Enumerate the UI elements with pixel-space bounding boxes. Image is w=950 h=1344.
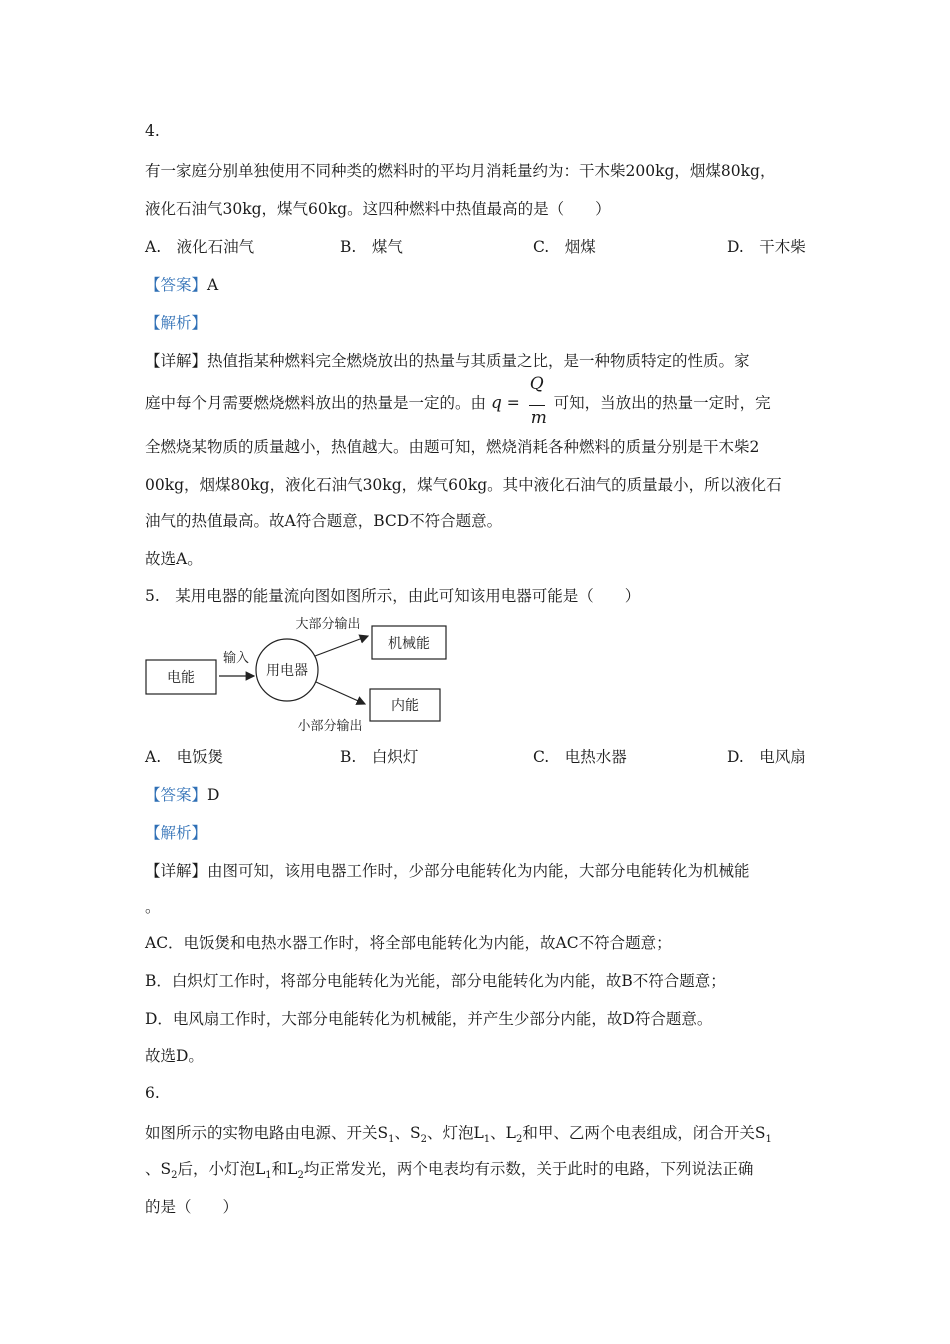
- q5-stem: 5. 某用电器的能量流向图如图所示，由此可知该用电器可能是（ ）: [145, 587, 641, 605]
- q5-detail-line1: 【详解】由图可知，该用电器工作时，少部分电能转化为内能，大部分电能转化为机械能: [145, 862, 750, 880]
- major-arrow: [315, 636, 368, 656]
- q6-stem-line2: 、$S_2$后，小灯泡$L_1$和$L_2$均正常发光，两个电表均有示数，关于此时的电路，下列说法正确: [145, 1160, 754, 1181]
- major-target-label: 机械能: [388, 636, 430, 652]
- formula-denominator: m: [530, 408, 547, 428]
- answer-value: D: [207, 786, 220, 804]
- q4-option-a: A. 液化石油气: [145, 238, 255, 256]
- source-label: 电能: [167, 670, 195, 686]
- q4-option-d: D. 干木柴: [727, 238, 806, 256]
- minor-output-label: 小部分输出: [297, 719, 363, 734]
- q4-detail-line4: 00kg，烟煤80kg，液化石油气30kg，煤气60kg。其中液化石油气的质量最小，所以液化石: [145, 476, 782, 494]
- input-label: 输入: [222, 651, 250, 666]
- q4-analysis-tag: 【解析】: [145, 314, 208, 332]
- q6-stem-line3: 的是（ ）: [145, 1198, 239, 1216]
- detail-tag: 【详解】: [145, 352, 208, 370]
- q5-answer: [145, 784, 219, 806]
- q4-detail-line5: 油气的热值最高。故A符合题意，BCD不符合题意。: [145, 512, 503, 530]
- answer-value: A: [207, 276, 219, 294]
- q6-number: 6.: [145, 1084, 160, 1102]
- formula-numerator: Q: [529, 374, 544, 394]
- major-output-label: 大部分输出: [295, 617, 361, 632]
- q5-analysis-tag: 【解析】: [145, 824, 208, 842]
- q4-detail-line1: 【详解】热值指某种燃料完全燃烧放出的热量与其质量之比，是一种物质特定的性质。家: [145, 352, 750, 370]
- q5-line-ac: AC．电饭煲和电热水器工作时，将全部电能转化为内能，故AC不符合题意；: [145, 934, 672, 952]
- q5-conclusion: 故选D。: [145, 1047, 204, 1065]
- q4-stem-line1: 有一家庭分别单独使用不同种类的燃料时的平均月消耗量约为：干木柴200kg，烟煤80kg，: [145, 162, 776, 180]
- q5-option-b: B. 白炽灯: [340, 748, 419, 766]
- formula-equals: =: [506, 394, 520, 412]
- q5-line-d: D．电风扇工作时，大部分电能转化为机械能，并产生少部分内能，故D符合题意。: [145, 1010, 713, 1028]
- q5-option-a: A. 电饭煲: [145, 748, 224, 766]
- q5-detail-line2: 。: [145, 898, 161, 916]
- minor-arrow: [316, 682, 365, 704]
- q4-conclusion: 故选A。: [145, 550, 203, 568]
- formula-fraction: [529, 374, 547, 428]
- q4-option-c: C. 烟煤: [533, 238, 596, 256]
- answer-tag: 【答案】: [145, 276, 208, 294]
- q6-stem-line1: 如图所示的实物电路由电源、开关$S_1$、$S_2$、灯泡$L_1$、$L_2$和甲、乙两个电表组成，闭合开关$S_1$: [145, 1124, 772, 1145]
- q4-stem-line2: 液化石油气30kg，煤气60kg。这四种燃料中热值最高的是（ ）: [145, 200, 611, 218]
- device-label: 用电器: [266, 663, 308, 679]
- detail-tag: 【详解】: [145, 862, 208, 880]
- q5-line-b: B．白炽灯工作时，将部分电能转化为光能，部分电能转化为内能，故B不符合题意；: [145, 972, 726, 990]
- q4-detail-line2: 庭中每个月需要燃烧燃料放出的热量是一定的。由 q = $\frac{Q}{m}$ 可知，当放出的热量一定时，完: [145, 374, 771, 428]
- fraction-bar: [529, 405, 545, 406]
- q4-option-b: B. 煤气: [340, 238, 403, 256]
- q4-number: 4.: [145, 122, 160, 140]
- formula-q: q: [490, 393, 502, 413]
- minor-target-label: 内能: [391, 698, 419, 714]
- q4-detail-line3: 全燃烧某物质的质量越小，热值越大。由题可知，燃烧消耗各种燃料的质量分别是干木柴2: [145, 438, 760, 456]
- q4-answer: [145, 274, 218, 296]
- q5-option-c: C. 电热水器: [533, 748, 627, 766]
- answer-tag: 【答案】: [145, 786, 208, 804]
- q5-option-d: D. 电风扇: [727, 748, 806, 766]
- energy-flow-diagram: [140, 612, 460, 736]
